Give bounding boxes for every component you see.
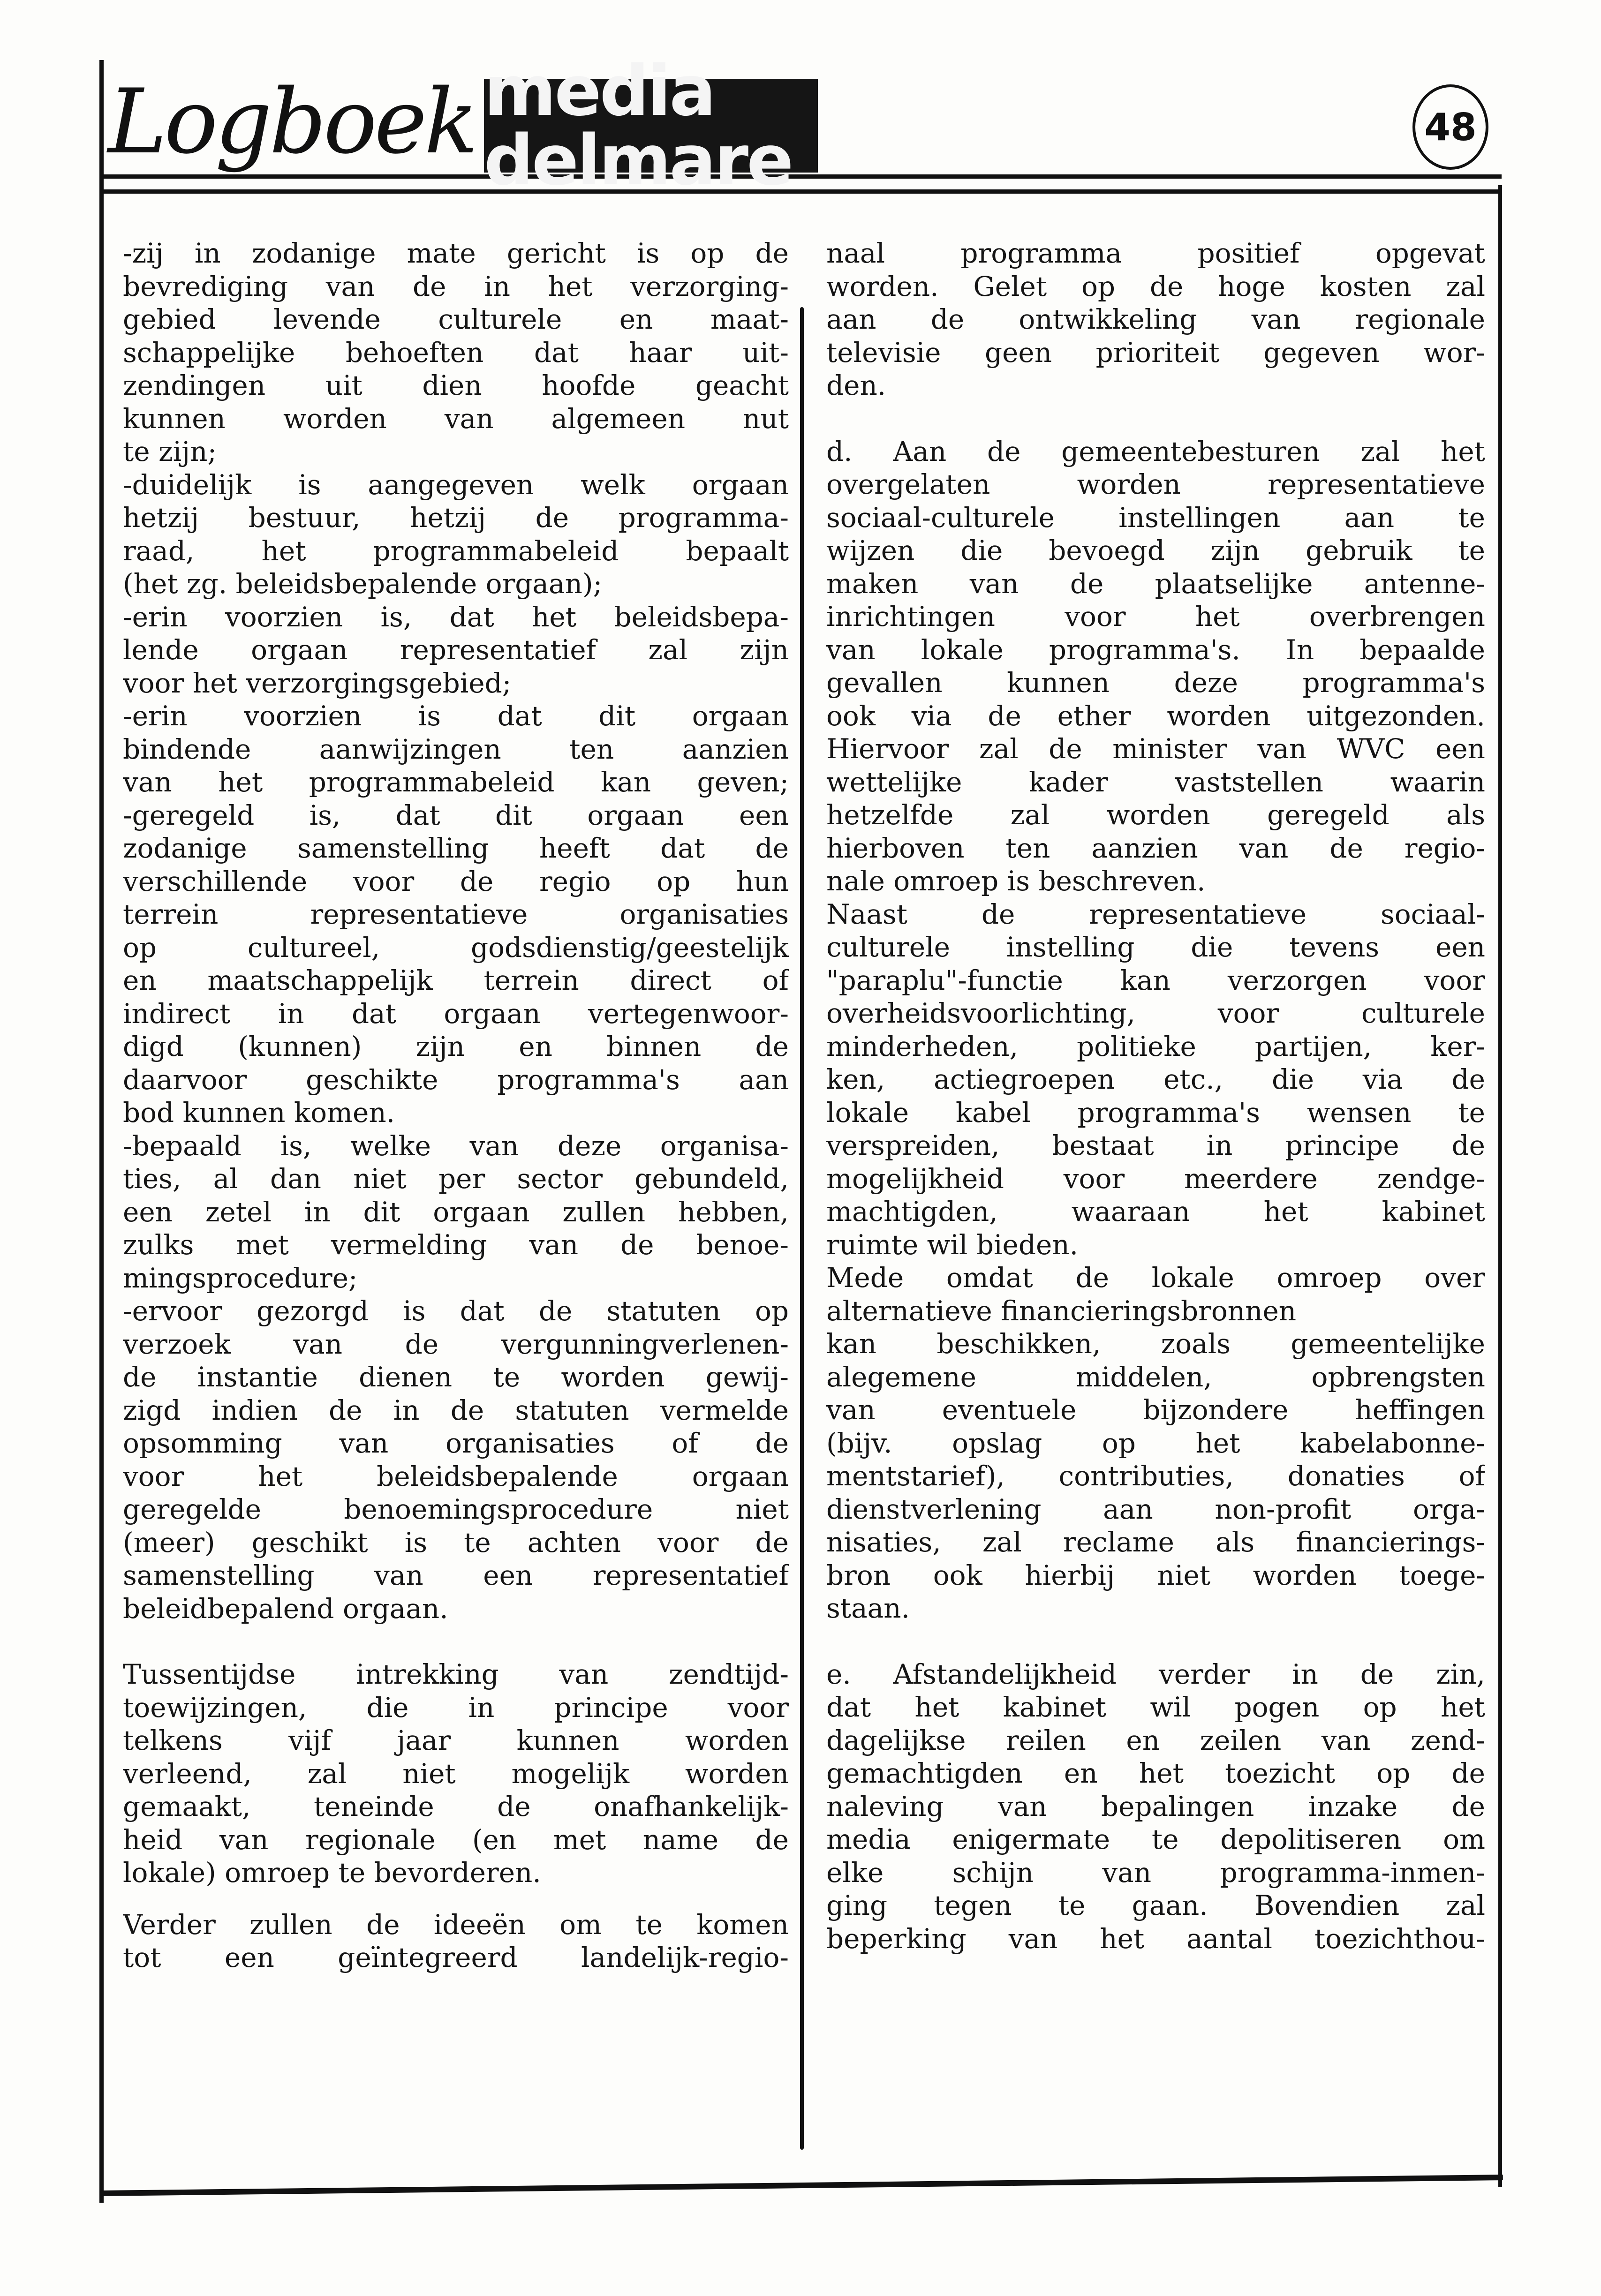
paragraph-gap	[123, 1625, 789, 1658]
text-line: -erin voorzien is dat dit orgaan	[123, 700, 789, 732]
text-line: ties, al dan niet per sector gebundeld,	[123, 1163, 789, 1195]
text-line: d. Aan de gemeentebesturen zal het	[826, 435, 1485, 467]
text-line: verspreiden, bestaat in principe de	[826, 1129, 1485, 1161]
text-line: -erin voorzien is, dat het beleidsbepa-	[123, 601, 789, 633]
text-line: (het zg. beleidsbepalende orgaan);	[123, 568, 603, 600]
text-line: verzoek van de vergunningverlenen-	[123, 1328, 789, 1360]
text-line: heid van regionale (en met name de	[123, 1823, 789, 1856]
text-line: van lokale programma's. In bepaalde	[826, 633, 1485, 666]
text-line: zendingen uit dien hoofde geacht	[123, 369, 789, 401]
text-line: digd (kunnen) zijn en binnen de	[123, 1031, 789, 1062]
text-line: worden. Gelet op de hoge kosten zal	[826, 270, 1485, 302]
text-line: (meer) geschikt is te achten voor de	[123, 1526, 789, 1558]
text-line: zigd indien de in de statuten vermelde	[123, 1394, 789, 1426]
frame-right-border	[1498, 185, 1502, 2187]
page-number-badge: 48	[1412, 84, 1488, 170]
text-line: schappelijke behoeften dat haar uit-	[123, 336, 789, 369]
text-line: van het programmabeleid kan geven;	[123, 766, 789, 798]
text-line: gemaakt, teneinde de onafhankelijk-	[123, 1791, 789, 1822]
text-line: telkens vijf jaar kunnen worden	[123, 1724, 789, 1756]
text-line: sociaal-culturele instellingen aan te	[826, 501, 1485, 534]
text-line: de instantie dienen te worden gewij-	[123, 1361, 789, 1393]
text-line: van eventuele bijzondere heffingen	[826, 1394, 1485, 1426]
text-line: bron ook hierbij niet worden toege-	[826, 1559, 1485, 1591]
text-line: -duidelijk is aangegeven welk orgaan	[123, 468, 789, 501]
text-line: op cultureel, godsdienstig/geestelijk	[123, 931, 789, 964]
text-line: overgelaten worden representatieve	[826, 468, 1485, 500]
text-line: verleend, zal niet mogelijk worden	[123, 1757, 789, 1790]
text-line: terrein representatieve organisaties	[123, 898, 789, 930]
text-line: -bepaald is, welke van deze organisa-	[123, 1129, 789, 1162]
text-line: overheidsvoorlichting, voor culturele	[826, 997, 1485, 1029]
text-line: culturele instelling die tevens een	[826, 931, 1485, 963]
text-line: Naast de representatieve sociaal-	[826, 898, 1485, 930]
text-line: gebied levende culturele en maat-	[123, 303, 789, 335]
text-line: naleving van bepalingen inzake de	[826, 1790, 1485, 1822]
text-line: verschillende voor de regio op hun	[123, 865, 789, 897]
text-line: alternatieve financieringsbronnen	[826, 1295, 1297, 1327]
text-line: hierboven ten aanzien van de regio-	[826, 832, 1485, 864]
text-line: nisaties, zal reclame als financierings-	[826, 1526, 1485, 1558]
text-line: ook via de ether worden uitgezonden.	[826, 700, 1485, 732]
frame-left-border	[99, 60, 104, 2203]
text-line: daarvoor geschikte programma's aan	[123, 1063, 789, 1096]
right-text-column	[826, 237, 1485, 1955]
text-line: -ervoor gezorgd is dat de statuten op	[123, 1295, 789, 1327]
brand-logo-text: media delmare	[484, 51, 792, 201]
text-line: toewijzingen, die in principe voor	[123, 1691, 789, 1724]
text-line: bindende aanwijzingen ten aanzien	[123, 733, 789, 765]
text-line: media enigermate te depolitiseren om	[826, 1823, 1485, 1855]
text-line: nale omroep is beschreven.	[826, 865, 1206, 897]
text-line: beperking van het aantal toezichthou-	[826, 1922, 1485, 1955]
text-line: wijzen die bevoegd zijn gebruik te	[826, 534, 1485, 566]
text-line: lende orgaan representatief zal zijn	[123, 634, 789, 666]
text-line: mingsprocedure;	[123, 1262, 358, 1294]
text-line: een zetel in dit orgaan zullen hebben,	[123, 1196, 789, 1228]
column-divider	[800, 307, 804, 2150]
text-line: hetzelfde zal worden geregeld als	[826, 799, 1485, 831]
text-line: elke schijn van programma-inmen-	[826, 1856, 1485, 1889]
frame-bottom-border	[101, 2175, 1503, 2196]
text-line: Tussentijdse intrekking van zendtijd-	[123, 1658, 789, 1690]
text-line: voor het verzorgingsgebied;	[123, 667, 512, 699]
text-line: den.	[826, 369, 886, 401]
text-line: "paraplu"-functie kan verzorgen voor	[826, 964, 1485, 996]
text-line: alegemene middelen, opbrengsten	[826, 1361, 1485, 1393]
text-line: lokale kabel programma's wensen te	[826, 1096, 1485, 1129]
text-line: gemachtigden en het toezicht op de	[826, 1757, 1485, 1789]
text-line: geregelde benoemingsprocedure niet	[123, 1493, 789, 1525]
text-line: zulks met vermelding van de benoe-	[123, 1229, 789, 1261]
text-line: aan de ontwikkeling van regionale	[826, 303, 1485, 335]
logboek-script-title: Logboek	[108, 70, 476, 173]
text-line: -geregeld is, dat dit orgaan een	[123, 799, 789, 831]
text-line: maken van de plaatselijke antenne-	[826, 567, 1485, 600]
text-line: samenstelling van een representatief	[123, 1559, 789, 1591]
text-line: naal programma positief opgevat	[826, 237, 1485, 269]
paragraph-gap	[123, 1889, 789, 1908]
text-line: kan beschikken, zoals gemeentelijke	[826, 1328, 1485, 1360]
text-line: Mede omdat de lokale omroep over	[826, 1262, 1485, 1294]
paragraph-gap	[826, 1625, 1485, 1658]
text-line: dagelijkse reilen en zeilen van zend-	[826, 1724, 1485, 1756]
text-line: dienstverlening aan non-profit orga-	[826, 1493, 1485, 1525]
text-line: inrichtingen voor het overbrengen	[826, 601, 1485, 632]
text-line: e. Afstandelijkheid verder in de zin,	[826, 1658, 1485, 1690]
text-line: beleidbepalend orgaan.	[123, 1592, 448, 1625]
text-line: tot een geïntegreerd landelijk-regio-	[123, 1942, 789, 1973]
text-line: staan.	[826, 1592, 910, 1624]
text-line: hetzij bestuur, hetzij de programma-	[123, 502, 789, 534]
left-text-column	[123, 237, 789, 1974]
text-line: wettelijke kader vaststellen waarin	[826, 766, 1485, 798]
text-line: gevallen kunnen deze programma's	[826, 667, 1485, 699]
text-line: ruimte wil bieden.	[826, 1228, 1079, 1261]
text-line: machtigden, waaraan het kabinet	[826, 1196, 1485, 1227]
text-line: (bijv. opslag op het kabelabonne-	[826, 1427, 1485, 1459]
paragraph-gap	[826, 402, 1485, 435]
text-line: opsomming van organisaties of de	[123, 1427, 789, 1459]
text-line: dat het kabinet wil pogen op het	[826, 1691, 1485, 1723]
text-line: te zijn;	[123, 436, 217, 467]
text-line: ging tegen te gaan. Bovendien zal	[826, 1889, 1485, 1921]
text-line: ken, actiegroepen etc., die via de	[826, 1063, 1485, 1095]
text-line: Verder zullen de ideeën om te komen	[123, 1908, 789, 1941]
text-line: kunnen worden van algemeen nut	[123, 402, 789, 435]
text-line: mogelijkheid voor meerdere zendge-	[826, 1162, 1485, 1195]
text-line: indirect in dat orgaan vertegenwoor-	[123, 997, 789, 1030]
text-line: minderheden, politieke partijen, ker-	[826, 1030, 1485, 1062]
text-line: Hiervoor zal de minister van WVC een	[826, 733, 1485, 765]
text-line: televisie geen prioriteit gegeven wor-	[826, 336, 1485, 369]
text-line: bevrediging van de in het verzorging-	[123, 270, 789, 302]
text-line: mentstarief), contributies, donaties of	[826, 1460, 1485, 1492]
text-line: en maatschappelijk terrein direct of	[123, 964, 789, 996]
brand-logo-box	[484, 51, 818, 201]
text-line: voor het beleidsbepalende orgaan	[123, 1460, 789, 1492]
text-line: zodanige samenstelling heeft dat de	[123, 832, 789, 864]
text-line: lokale) omroep te bevorderen.	[123, 1857, 541, 1889]
text-line: raad, het programmabeleid bepaalt	[123, 534, 789, 567]
text-line: bod kunnen komen.	[123, 1097, 395, 1129]
text-line: -zij in zodanige mate gericht is op de	[123, 237, 789, 269]
